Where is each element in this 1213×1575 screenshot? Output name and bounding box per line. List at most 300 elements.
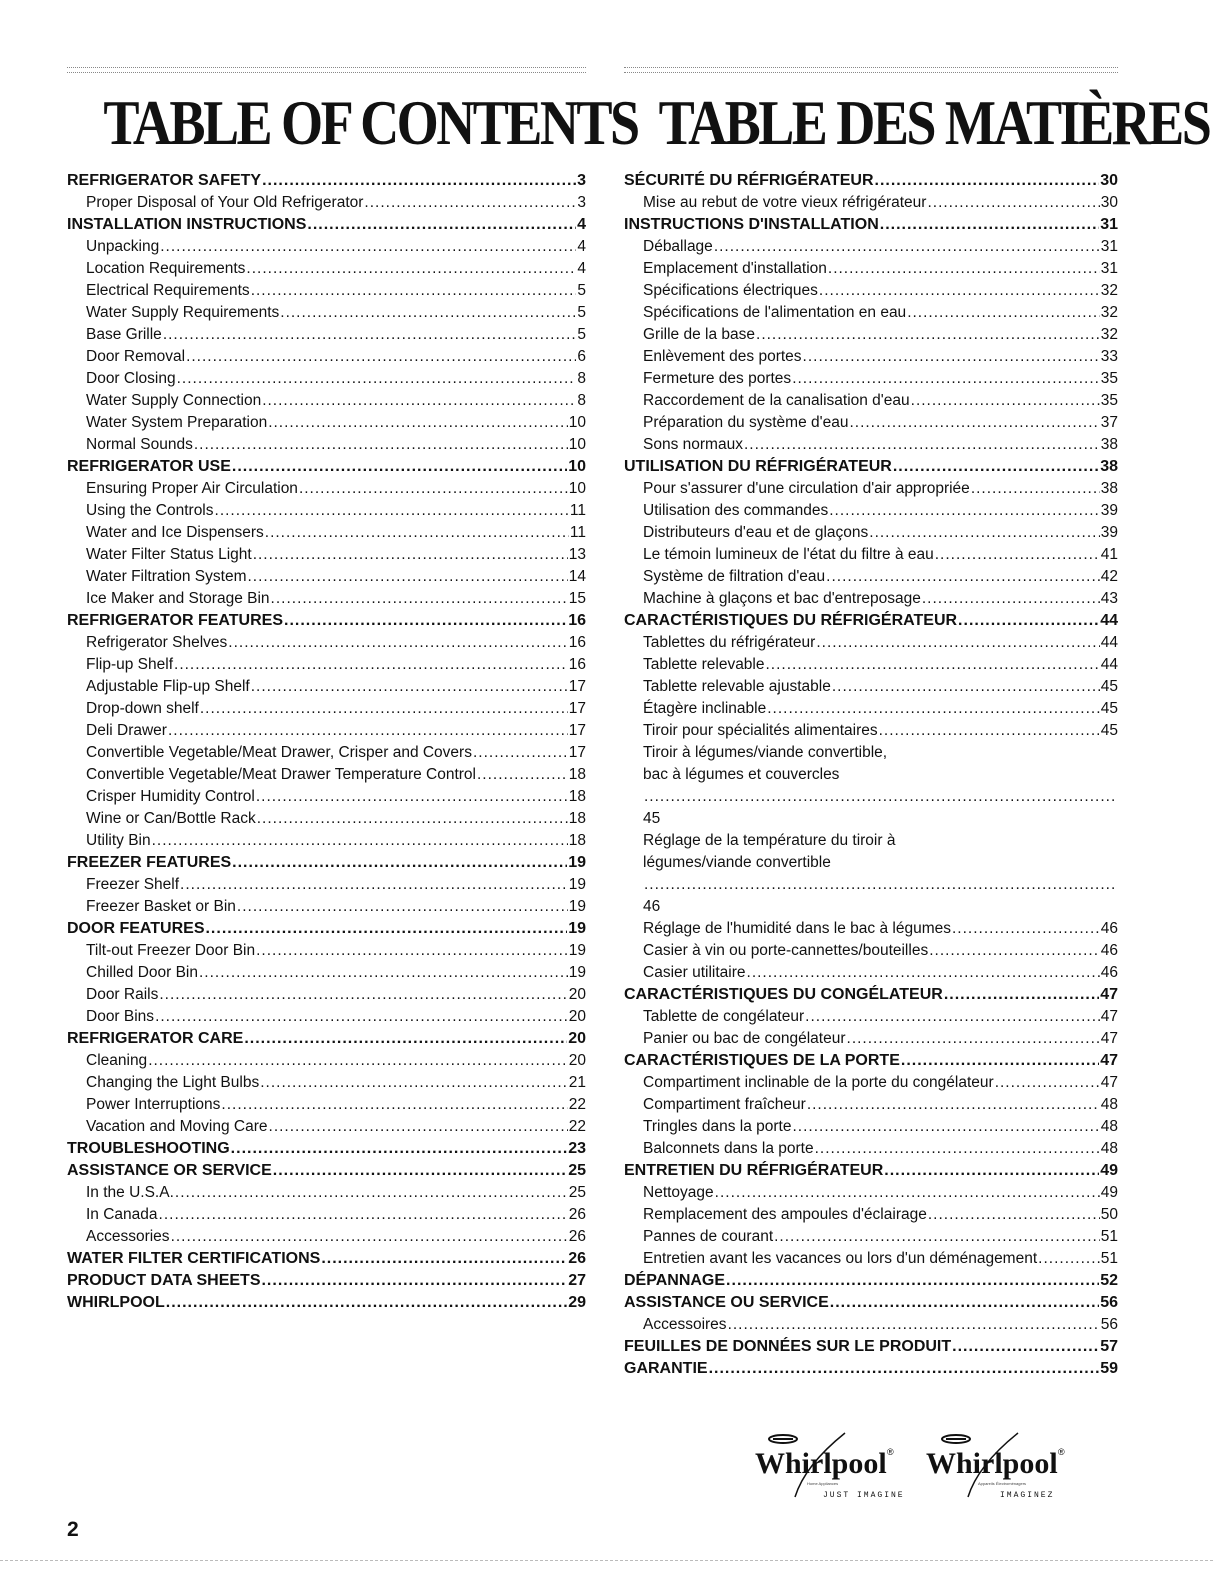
toc-subentry bbox=[67, 390, 586, 412]
dot-leader bbox=[911, 390, 1100, 412]
dot-leader bbox=[262, 390, 576, 412]
toc-entry-label: WHIRLPOOL bbox=[67, 1294, 165, 1311]
toc-list-english bbox=[67, 170, 586, 1314]
dot-leader bbox=[901, 1050, 1099, 1072]
toc-entry-page: 19 bbox=[568, 942, 586, 959]
toc-subentry bbox=[67, 1226, 586, 1248]
dot-leader bbox=[200, 698, 568, 720]
toc-entry-label: Door Removal bbox=[86, 348, 186, 365]
toc-entry-label: bac à légumes et couvercles bbox=[643, 766, 840, 783]
dot-leader bbox=[1038, 1248, 1100, 1270]
toc-entry-page: 51 bbox=[1100, 1228, 1118, 1245]
toc-entry-page: 20 bbox=[568, 1052, 586, 1069]
toc-entry-page: 17 bbox=[568, 744, 586, 761]
toc-entry-label: Tablette relevable ajustable bbox=[643, 678, 831, 695]
toc-entry-label: Grille de la base bbox=[643, 326, 756, 343]
dot-leader bbox=[744, 434, 1100, 456]
toc-entry-page: 50 bbox=[1100, 1206, 1118, 1223]
toc-entry-page: 29 bbox=[568, 1294, 586, 1311]
dot-leader bbox=[246, 258, 576, 280]
toc-section-entry bbox=[624, 1270, 1118, 1292]
toc-entry-label: Water System Preparation bbox=[86, 414, 268, 431]
toc-entry-label: Base Grille bbox=[86, 326, 162, 343]
toc-entry-page: 19 bbox=[568, 854, 586, 871]
dot-leader bbox=[880, 214, 1099, 236]
dot-leader bbox=[248, 566, 568, 588]
toc-entry-label: Convertible Vegetable/Meat Drawer Temperature Control bbox=[86, 766, 476, 783]
toc-subentry bbox=[67, 1072, 586, 1094]
toc-entry-page: 38 bbox=[1100, 480, 1118, 497]
toc-subentry bbox=[624, 676, 1118, 698]
toc-entry-page: 16 bbox=[568, 656, 586, 673]
dot-leader bbox=[199, 962, 568, 984]
toc-entry-label: Utility Bin bbox=[86, 832, 151, 849]
dot-leader bbox=[299, 478, 568, 500]
toc-entry-page: 48 bbox=[1100, 1118, 1118, 1135]
toc-entry-label: Normal Sounds bbox=[86, 436, 193, 453]
toc-entry-page: 20 bbox=[568, 1008, 586, 1025]
toc-section-entry bbox=[67, 1028, 586, 1050]
dot-leader bbox=[884, 1160, 1099, 1182]
toc-entry-label: Étagère inclinable bbox=[643, 700, 767, 717]
toc-entry-page: 42 bbox=[1100, 568, 1118, 585]
toc-title-french: TABLE DES MATIÈRES bbox=[658, 88, 1210, 158]
toc-entry-page: 22 bbox=[568, 1118, 586, 1135]
dot-leader bbox=[935, 544, 1100, 566]
toc-subentry bbox=[67, 544, 586, 566]
toc-subentry bbox=[624, 390, 1118, 412]
toc-entry-label: Nettoyage bbox=[643, 1184, 714, 1201]
dot-leader bbox=[826, 566, 1100, 588]
toc-french-column bbox=[624, 88, 1210, 1380]
toc-entry-label: Tringles dans la porte bbox=[643, 1118, 792, 1135]
toc-entry-label: Mise au rebut de votre vieux réfrigérateur bbox=[643, 194, 927, 211]
toc-entry-page: 17 bbox=[568, 700, 586, 717]
toc-subentry bbox=[624, 346, 1118, 368]
toc-section-entry bbox=[67, 214, 586, 236]
toc-entry-label: REFRIGERATOR CARE bbox=[67, 1030, 244, 1047]
toc-entry-label: ASSISTANCE OR SERVICE bbox=[67, 1162, 272, 1179]
toc-section-entry bbox=[67, 1160, 586, 1182]
toc-section-entry bbox=[67, 170, 586, 192]
toc-entry-page: 17 bbox=[568, 678, 586, 695]
dot-leader bbox=[321, 1248, 567, 1270]
toc-subentry bbox=[67, 346, 586, 368]
dot-leader bbox=[766, 654, 1100, 676]
toc-entry-label: Remplacement des ampoules d'éclairage bbox=[643, 1206, 927, 1223]
dot-leader bbox=[251, 676, 568, 698]
toc-section-entry bbox=[624, 214, 1118, 236]
toc-section-entry bbox=[624, 170, 1118, 192]
toc-subentry bbox=[624, 632, 1118, 654]
toc-entry-page: 32 bbox=[1100, 326, 1118, 343]
dot-leader bbox=[269, 1116, 568, 1138]
dot-leader bbox=[163, 324, 577, 346]
toc-entry-label: Tablette relevable bbox=[643, 656, 765, 673]
dot-leader bbox=[186, 346, 576, 368]
toc-entry-label: In the U.S.A. bbox=[86, 1184, 174, 1201]
dot-leader bbox=[221, 1094, 567, 1116]
toc-entry-page: 20 bbox=[568, 986, 586, 1003]
toc-section-entry bbox=[624, 1358, 1118, 1380]
toc-entry-page: 49 bbox=[1100, 1162, 1118, 1179]
toc-entry-page: 32 bbox=[1100, 282, 1118, 299]
toc-section-entry bbox=[624, 1160, 1118, 1182]
dot-leader bbox=[257, 808, 568, 830]
dot-leader bbox=[971, 478, 1100, 500]
toc-subentry bbox=[67, 258, 586, 280]
svg-text:Home Appliances: Home Appliances bbox=[807, 1481, 839, 1486]
toc-entry-label: CARACTÉRISTIQUES DU CONGÉLATEUR bbox=[624, 986, 943, 1003]
toc-section-entry bbox=[67, 1248, 586, 1270]
toc-entry-label: Tilt-out Freezer Door Bin bbox=[86, 942, 256, 959]
toc-section-entry bbox=[67, 1270, 586, 1292]
toc-entry-label: Le témoin lumineux de l'état du filtre à eau bbox=[643, 546, 934, 563]
dot-leader bbox=[256, 940, 568, 962]
dot-leader bbox=[869, 522, 1099, 544]
dot-leader bbox=[174, 654, 568, 676]
toc-entry-page: 49 bbox=[1100, 1184, 1118, 1201]
toc-entry-label: Raccordement de la canalisation d'eau bbox=[643, 392, 910, 409]
toc-subentry bbox=[624, 412, 1118, 434]
toc-entry-page: 13 bbox=[568, 546, 586, 563]
dot-leader bbox=[271, 588, 568, 610]
toc-entry-page: 21 bbox=[568, 1074, 586, 1091]
toc-subentry bbox=[67, 764, 586, 786]
toc-entry-label: Panier ou bac de congélateur bbox=[643, 1030, 846, 1047]
toc-entry-label: PRODUCT DATA SHEETS bbox=[67, 1272, 261, 1289]
toc-subentry bbox=[624, 654, 1118, 676]
toc-entry-label: GARANTIE bbox=[624, 1360, 708, 1377]
dot-leader bbox=[952, 1336, 1099, 1358]
toc-entry-label: Freezer Shelf bbox=[86, 876, 180, 893]
toc-subentry bbox=[624, 698, 1118, 720]
toc-entry-page: 19 bbox=[568, 898, 586, 915]
toc-entry-page: 57 bbox=[1100, 1338, 1118, 1355]
toc-entry-page: 5 bbox=[577, 282, 586, 299]
toc-subentry bbox=[624, 1182, 1118, 1204]
toc-entry-page: 33 bbox=[1100, 348, 1118, 365]
dot-leader bbox=[958, 610, 1099, 632]
toc-section-entry bbox=[624, 610, 1118, 632]
dot-leader bbox=[228, 632, 567, 654]
toc-entry-page: 20 bbox=[568, 1030, 586, 1047]
toc-entry-label: Distributeurs d'eau et de glaçons bbox=[643, 524, 869, 541]
toc-entry-label: Location Requirements bbox=[86, 260, 246, 277]
whirlpool-logo-french bbox=[918, 1425, 1108, 1505]
toc-subentry bbox=[67, 896, 586, 918]
dot-leader bbox=[714, 236, 1100, 258]
toc-subentry bbox=[624, 1094, 1118, 1116]
dot-leader bbox=[180, 874, 568, 896]
toc-subentry bbox=[67, 1050, 586, 1072]
toc-entry-page: 15 bbox=[568, 590, 586, 607]
svg-text:®: ® bbox=[1058, 1447, 1065, 1457]
toc-entry-page: 31 bbox=[1100, 238, 1118, 255]
toc-subentry bbox=[624, 544, 1118, 566]
dot-leader bbox=[177, 368, 577, 390]
dot-leader bbox=[205, 918, 567, 940]
dot-leader bbox=[952, 918, 1100, 940]
toc-entry-page: 6 bbox=[577, 348, 586, 365]
toc-entry-page: 35 bbox=[1100, 392, 1118, 409]
dot-leader bbox=[253, 544, 568, 566]
dot-leader bbox=[819, 280, 1100, 302]
toc-entry-label: Pour s'assurer d'une circulation d'air appropriée bbox=[643, 480, 970, 497]
toc-subentry bbox=[67, 412, 586, 434]
toc-entry-label: Accessoires bbox=[643, 1316, 727, 1333]
toc-entry-page: 30 bbox=[1100, 172, 1118, 189]
toc-entry-label: Electrical Requirements bbox=[86, 282, 250, 299]
toc-section-entry bbox=[624, 1336, 1118, 1358]
toc-entry-page: 39 bbox=[1100, 502, 1118, 519]
toc-entry-page: 18 bbox=[568, 788, 586, 805]
toc-subentry bbox=[67, 830, 586, 852]
toc-entry-page: 23 bbox=[568, 1140, 586, 1157]
toc-entry-page: 35 bbox=[1100, 370, 1118, 387]
toc-subentry bbox=[67, 1182, 586, 1204]
toc-entry-label: Réglage de l'humidité dans le bac à légumes bbox=[643, 920, 951, 937]
dot-leader bbox=[715, 1182, 1100, 1204]
toc-subentry bbox=[67, 698, 586, 720]
dot-leader bbox=[995, 1072, 1100, 1094]
toc-subentry bbox=[624, 962, 1118, 984]
toc-entry-label: Crisper Humidity Control bbox=[86, 788, 255, 805]
toc-entry-page: 25 bbox=[568, 1184, 586, 1201]
dot-leader bbox=[273, 1160, 567, 1182]
dot-leader bbox=[829, 500, 1100, 522]
dot-leader bbox=[171, 1226, 568, 1248]
dot-leader bbox=[284, 610, 567, 632]
toc-entry-page: 41 bbox=[1100, 546, 1118, 563]
toc-entry-page: 47 bbox=[1100, 1008, 1118, 1025]
dot-leader bbox=[148, 1050, 568, 1072]
dot-leader bbox=[159, 984, 567, 1006]
dot-leader bbox=[944, 984, 1099, 1006]
dot-leader bbox=[807, 1094, 1100, 1116]
toc-entry-label: FREEZER FEATURES bbox=[67, 854, 232, 871]
toc-entry-page: 4 bbox=[577, 260, 586, 277]
toc-entry-page: 5 bbox=[577, 304, 586, 321]
toc-subentry bbox=[624, 236, 1118, 258]
toc-entry-label: Power Interruptions bbox=[86, 1096, 221, 1113]
dot-leader bbox=[232, 456, 567, 478]
dot-leader bbox=[815, 1138, 1100, 1160]
toc-entry-label: Water and Ice Dispensers bbox=[86, 524, 264, 541]
toc-entry-page: 11 bbox=[569, 502, 586, 519]
toc-entry-page: 26 bbox=[568, 1250, 586, 1267]
toc-entry-label: INSTALLATION INSTRUCTIONS bbox=[67, 216, 307, 233]
toc-subentry bbox=[624, 566, 1118, 588]
toc-entry-page: 16 bbox=[568, 634, 586, 651]
toc-subentry bbox=[67, 324, 586, 346]
dot-leader bbox=[477, 764, 568, 786]
toc-entry-page: 31 bbox=[1100, 260, 1118, 277]
toc-entry-label: Proper Disposal of Your Old Refrigerator bbox=[86, 194, 364, 211]
dot-leader bbox=[927, 192, 1099, 214]
toc-subentry bbox=[67, 654, 586, 676]
toc-entry-page: 56 bbox=[1100, 1294, 1118, 1311]
toc-entry-page: 45 bbox=[1100, 700, 1118, 717]
dot-leader bbox=[792, 1116, 1099, 1138]
dot-leader bbox=[265, 522, 569, 544]
toc-subentry bbox=[67, 280, 586, 302]
dot-leader bbox=[280, 302, 576, 324]
dot-leader bbox=[709, 1358, 1100, 1380]
toc-subentry bbox=[624, 1248, 1118, 1270]
toc-entry-label: Compartiment inclinable de la porte du congélateur bbox=[643, 1074, 994, 1091]
dot-leader bbox=[792, 368, 1100, 390]
toc-subentry bbox=[624, 720, 1118, 742]
toc-entry-label: Ice Maker and Storage Bin bbox=[86, 590, 270, 607]
toc-subentry bbox=[67, 940, 586, 962]
toc-entry-page: 8 bbox=[577, 370, 586, 387]
toc-subentry bbox=[624, 1314, 1118, 1336]
dot-leader bbox=[828, 258, 1100, 280]
dot-leader bbox=[261, 1270, 567, 1292]
toc-subentry bbox=[624, 1226, 1118, 1248]
toc-subentry bbox=[624, 588, 1118, 610]
toc-subentry bbox=[624, 192, 1118, 214]
dot-leader bbox=[774, 1226, 1100, 1248]
toc-entry-label: Using the Controls bbox=[86, 502, 214, 519]
dot-leader bbox=[756, 324, 1100, 346]
dot-leader bbox=[175, 1182, 568, 1204]
toc-entry-label: Entretien avant les vacances ou lors d'un déménagement bbox=[643, 1250, 1038, 1267]
toc-list-french bbox=[624, 170, 1118, 1380]
toc-entry-label: TROUBLESHOOTING bbox=[67, 1140, 230, 1157]
dot-leader bbox=[816, 632, 1099, 654]
dot-leader bbox=[244, 1028, 567, 1050]
toc-entry-page: 46 bbox=[1100, 920, 1118, 937]
toc-entry-page: 51 bbox=[1100, 1250, 1118, 1267]
toc-entry-page: 18 bbox=[568, 810, 586, 827]
toc-subentry bbox=[67, 522, 586, 544]
toc-entry-label-line1: Réglage de la température du tiroir à bbox=[643, 832, 896, 849]
toc-entry-label: Machine à glaçons et bac d'entreposage bbox=[643, 590, 921, 607]
toc-subentry bbox=[67, 566, 586, 588]
toc-subentry bbox=[624, 1204, 1118, 1226]
toc-entry-label: Sons normaux bbox=[643, 436, 743, 453]
toc-entry-label: Adjustable Flip-up Shelf bbox=[86, 678, 250, 695]
toc-entry-label: DOOR FEATURES bbox=[67, 920, 205, 937]
dot-leader bbox=[832, 676, 1100, 698]
toc-entry-label: Water Filtration System bbox=[86, 568, 247, 585]
toc-entry-label: Enlèvement des portes bbox=[643, 348, 802, 365]
toc-subentry bbox=[624, 258, 1118, 280]
dot-leader bbox=[726, 1270, 1099, 1292]
svg-text:Whirlpool: Whirlpool bbox=[755, 1447, 887, 1480]
toc-entry-label: Door Closing bbox=[86, 370, 176, 387]
toc-subentry bbox=[624, 324, 1118, 346]
dot-leader bbox=[251, 280, 577, 302]
toc-entry-label: Unpacking bbox=[86, 238, 160, 255]
toc-entry-page: 59 bbox=[1100, 1360, 1118, 1377]
toc-subentry bbox=[67, 500, 586, 522]
dot-leader bbox=[907, 302, 1100, 324]
toc-entry-page: 31 bbox=[1100, 216, 1118, 233]
toc-entry-label: REFRIGERATOR SAFETY bbox=[67, 172, 262, 189]
toc-entry-label: Préparation du système d'eau bbox=[643, 414, 849, 431]
dot-leader bbox=[875, 170, 1100, 192]
toc-entry-label: CARACTÉRISTIQUES DU RÉFRIGÉRATEUR bbox=[624, 612, 958, 629]
toc-section-entry bbox=[67, 456, 586, 478]
dot-leader bbox=[767, 698, 1100, 720]
top-rule-right bbox=[624, 67, 1118, 73]
dot-leader bbox=[805, 1006, 1100, 1028]
toc-entry-label: ASSISTANCE OU SERVICE bbox=[624, 1294, 829, 1311]
toc-entry-page: 3 bbox=[577, 172, 586, 189]
toc-entry-page: 44 bbox=[1100, 656, 1118, 673]
toc-entry-page: 14 bbox=[568, 568, 586, 585]
toc-subentry bbox=[624, 1028, 1118, 1050]
toc-entry-label: Tablette de congélateur bbox=[643, 1008, 805, 1025]
toc-subentry bbox=[67, 236, 586, 258]
svg-text:IMAGINEZ: IMAGINEZ bbox=[1000, 1491, 1055, 1500]
toc-entry-label: INSTRUCTIONS D'INSTALLATION bbox=[624, 216, 879, 233]
toc-entry-page: 25 bbox=[568, 1162, 586, 1179]
dot-leader bbox=[215, 500, 569, 522]
toc-subentry bbox=[624, 918, 1118, 940]
toc-entry-page: 19 bbox=[568, 964, 586, 981]
toc-entry-label: Tablettes du réfrigérateur bbox=[643, 634, 816, 651]
toc-entry-label: REFRIGERATOR USE bbox=[67, 458, 231, 475]
toc-subentry bbox=[67, 1116, 586, 1138]
dot-leader bbox=[237, 896, 568, 918]
dot-leader bbox=[849, 412, 1099, 434]
toc-subentry bbox=[624, 830, 1118, 918]
dot-leader bbox=[929, 940, 1100, 962]
toc-english-column bbox=[67, 88, 638, 1314]
dot-leader bbox=[260, 1072, 568, 1094]
toc-subentry bbox=[67, 742, 586, 764]
toc-subentry bbox=[67, 808, 586, 830]
toc-section-entry bbox=[67, 1138, 586, 1160]
toc-entry-label: Cleaning bbox=[86, 1052, 148, 1069]
toc-entry-label: Door Rails bbox=[86, 986, 159, 1003]
dot-leader bbox=[262, 170, 576, 192]
toc-entry-label: Spécifications de l'alimentation en eau bbox=[643, 304, 907, 321]
toc-entry-page: 44 bbox=[1100, 634, 1118, 651]
toc-subentry bbox=[67, 962, 586, 984]
toc-entry-label: Water Filter Status Light bbox=[86, 546, 252, 563]
toc-entry-label: DÉPANNAGE bbox=[624, 1272, 726, 1289]
toc-entry-page: 19 bbox=[568, 920, 586, 937]
toc-entry-label: Freezer Basket or Bin bbox=[86, 898, 236, 915]
toc-subentry bbox=[624, 940, 1118, 962]
toc-entry-label: Déballage bbox=[643, 238, 713, 255]
toc-subentry bbox=[624, 500, 1118, 522]
toc-entry-page: 22 bbox=[568, 1096, 586, 1113]
toc-entry-page: 38 bbox=[1100, 436, 1118, 453]
toc-entry-label: Changing the Light Bulbs bbox=[86, 1074, 260, 1091]
toc-subentry bbox=[624, 742, 1118, 830]
toc-entry-page: 17 bbox=[568, 722, 586, 739]
toc-entry-label: SÉCURITÉ DU RÉFRIGÉRATEUR bbox=[624, 172, 874, 189]
toc-entry-label: WATER FILTER CERTIFICATIONS bbox=[67, 1250, 321, 1267]
toc-entry-label: Fermeture des portes bbox=[643, 370, 792, 387]
toc-entry-page: 10 bbox=[568, 458, 586, 475]
page-number: 2 bbox=[67, 1518, 79, 1541]
toc-subentry bbox=[624, 368, 1118, 390]
toc-entry-label: UTILISATION DU RÉFRIGÉRATEUR bbox=[624, 458, 892, 475]
toc-subentry bbox=[67, 192, 586, 214]
toc-entry-label: Accessories bbox=[86, 1228, 170, 1245]
toc-subentry bbox=[624, 280, 1118, 302]
toc-entry-page: 3 bbox=[577, 194, 586, 211]
toc-entry-label: Deli Drawer bbox=[86, 722, 167, 739]
toc-entry-page: 26 bbox=[568, 1228, 586, 1245]
